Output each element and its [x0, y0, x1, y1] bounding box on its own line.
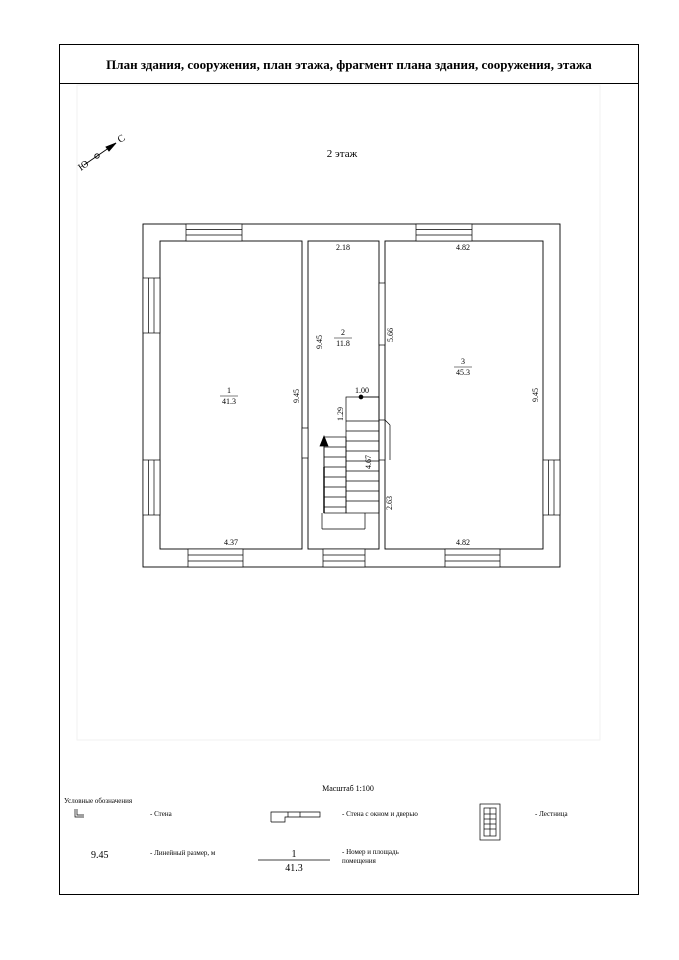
- legend-room-text: [342, 848, 401, 865]
- legend-room-text-line2: помещения: [342, 857, 376, 865]
- room-3-area: 45.3: [456, 368, 470, 377]
- legend-room-area: 41.3: [285, 863, 303, 874]
- room-3-number: 3: [461, 357, 465, 366]
- legend-stairs-text: - Лестница: [535, 810, 568, 818]
- room-1-number: 1: [227, 386, 231, 395]
- legend-wall-text: - Стена: [150, 810, 172, 818]
- legend-dimension-text: - Линейный размер, м: [150, 849, 216, 857]
- room-3-height: 9.45: [531, 388, 540, 402]
- building-walls: [143, 224, 560, 567]
- legend-room-text-line1: - Номер и площадь: [342, 848, 399, 856]
- legend-dimension-example: 9.45: [91, 850, 109, 861]
- dim-stair-landing: 1.00: [355, 386, 369, 395]
- dim-stair-lower: 2.63: [385, 496, 394, 510]
- room-1-area: 41.3: [222, 397, 236, 406]
- room-3-outline: [385, 241, 543, 549]
- legend-title: Условные обозначения: [64, 797, 133, 805]
- sheet-title: План здания, сооружения, план этажа, фрагмент плана здания, сооружения, этажа: [106, 56, 592, 72]
- room-1-height: 9.45: [292, 389, 301, 403]
- dim-corridor-side: 5.66: [386, 328, 395, 342]
- dim-stair-run: 4.67: [364, 455, 373, 469]
- compass-north: С: [115, 132, 128, 146]
- room-2-outline: [308, 241, 379, 549]
- room-3-width-top: 4.82: [456, 243, 470, 252]
- legend-window-door-text: - Стена с окном и дверью: [342, 810, 418, 818]
- compass-icon: [84, 143, 116, 165]
- room-2-width: 2.18: [336, 243, 350, 252]
- room-1-outline: [160, 241, 302, 549]
- legend-room-number: 1: [291, 849, 297, 860]
- legend-stairs-icon: [480, 804, 500, 840]
- legend-wall-icon: [75, 809, 84, 817]
- room-3-width-bottom: 4.82: [456, 538, 470, 547]
- windows: [143, 224, 560, 567]
- dim-stair-upper: 1.29: [336, 407, 345, 421]
- room-2-height: 9.45: [315, 335, 324, 349]
- floor-label: 2 этаж: [326, 148, 358, 160]
- room-1-width: 4.37: [224, 538, 238, 547]
- legend-window-door-icon: [271, 812, 320, 822]
- scale-label: Масштаб 1:100: [322, 784, 374, 793]
- room-2-number: 2: [341, 328, 345, 337]
- compass-south: Ю: [76, 158, 91, 174]
- room-2-area: 11.8: [336, 339, 350, 348]
